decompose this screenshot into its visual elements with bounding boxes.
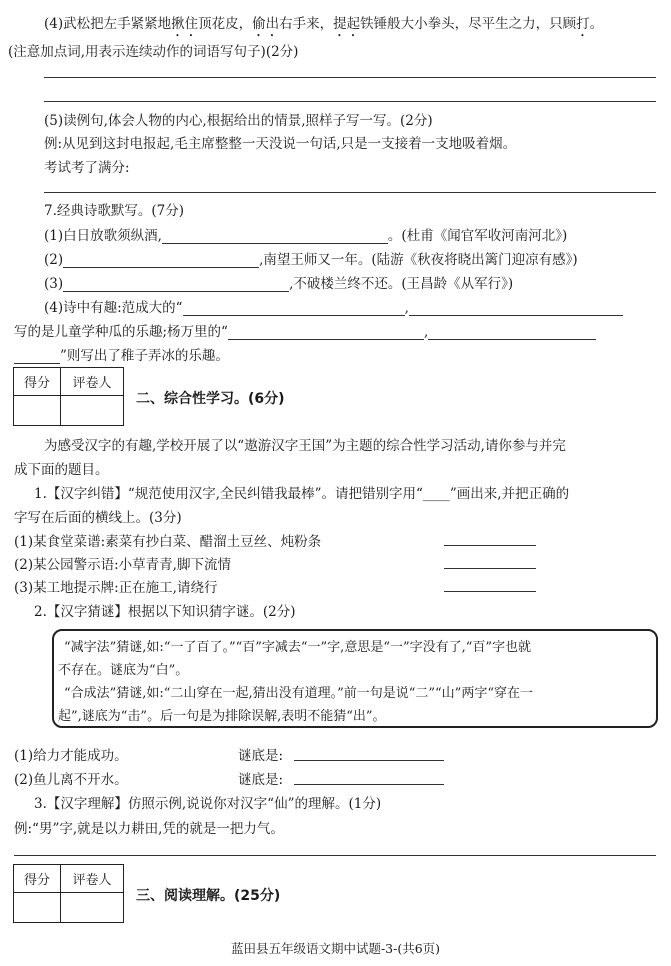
hint-line-1: “减字法”猜谜,如:“一了百了。”“百”字减去“一”字,意思是“一”字没有了,“百”字也就 [64, 640, 532, 655]
q7-title: 7.经典诗歌默写。(7分) [44, 203, 185, 219]
score-label: 得分 [14, 368, 61, 396]
q7-item-1: (1)白日放歌须纵酒, 。(杜甫《闻官军收河南河北》) [44, 228, 568, 244]
score-cell[interactable] [14, 396, 61, 426]
q7-item-4-end: ”则写出了稚子弄冰的乐趣。 [14, 344, 229, 364]
riddle-2-answer-label: 谜底是: [238, 772, 284, 788]
s2-q3-example: 例:“男”字,就是以力耕田,凭的就是一把力气。 [14, 821, 284, 837]
grader-cell[interactable] [61, 893, 124, 923]
answer-blank[interactable] [63, 267, 259, 268]
s2-q1-item-1: (1)某食堂菜谱:素菜有抄白菜、醋溜土豆丝、炖粉条 [14, 534, 322, 550]
page-footer: 蓝田县五年级语文期中试题-3-(共6页) [230, 941, 441, 956]
answer-blank[interactable] [228, 339, 424, 340]
answer-line[interactable] [294, 784, 444, 785]
hint-line-4: 起”,谜底为“击”。后一句是为排除误解,表明不能猜“出”。 [58, 709, 386, 724]
s2-q1-item-2: (2)某公园警示语:小草青青,脚下流情 [14, 557, 231, 573]
s2-q1-title: 1.【汉字纠错】“规范使用汉字,全民纠错我最棒”。请把错别字用“____”画出来,并把正确的 [34, 486, 570, 502]
grader-cell[interactable] [61, 396, 124, 426]
score-cell[interactable] [14, 893, 61, 923]
section-2-intro-cont: 成下面的题目。 [14, 462, 109, 478]
q7-item-4: (4)诗中有趣:范成大的“ , [44, 296, 623, 316]
s2-q2-title: 2.【汉字猜谜】根据以下知识猜字谜。(2分) [34, 604, 296, 620]
q6-5-prompt: 考试考了满分: [44, 160, 130, 176]
s2-q3-title: 3.【汉字理解】仿照示例,说说你对汉字“仙”的理解。(1分) [34, 796, 382, 812]
grader-label: 评卷人 [61, 368, 124, 396]
answer-line[interactable] [44, 77, 656, 78]
answer-line[interactable] [44, 101, 656, 102]
answer-line[interactable] [444, 545, 536, 546]
q6-4-line1: (4)武松把左手紧紧地揪住顶花皮，偷出右手来，提起铁锤般大小拳头，尽平生之力，只顾打。 [44, 16, 604, 32]
answer-line[interactable] [44, 192, 656, 193]
answer-blank[interactable] [409, 315, 623, 316]
riddle-1-answer-label: 谜底是: [238, 748, 284, 764]
riddle-2: (2)鱼儿离不开水。 [14, 772, 128, 788]
q7-item-3: (3) ,不破楼兰终不还。(王昌龄《从军行》) [44, 276, 514, 292]
answer-blank[interactable] [183, 315, 405, 316]
q6-5-example: 例:从见到这封电报起,毛主席整整一天没说一句话,只是一支接着一支地吸着烟。 [44, 136, 517, 152]
q6-4-instruction: (注意加点词,用表示连续动作的词语写句子)(2分) [8, 44, 299, 60]
score-box [13, 864, 124, 923]
section-2-title: 二、综合性学习。(6分) [136, 391, 285, 407]
answer-blank[interactable] [428, 339, 596, 340]
answer-line[interactable] [14, 855, 656, 856]
riddle-1: (1)给力才能成功。 [14, 748, 128, 764]
section-3-title: 三、阅读理解。(25分) [136, 888, 281, 904]
answer-blank[interactable] [63, 291, 289, 292]
answer-line[interactable] [294, 760, 444, 761]
answer-line[interactable] [444, 591, 536, 592]
q7-item-2: (2) ,南望王师又一年。(陆游《秋夜将晓出篱门迎凉有感》) [44, 252, 578, 268]
section-2-intro: 为感受汉字的有趣,学校开展了以“遨游汉字王国”为主题的综合性学习活动,请你参与并完 [44, 438, 566, 454]
riddle-hint-box [52, 629, 658, 728]
s2-q1-item-3: (3)某工地提示牌:正在施工,请绕行 [14, 580, 218, 596]
answer-line[interactable] [444, 568, 536, 569]
s2-q1-title-cont: 字写在后面的横线上。(3分) [14, 510, 182, 526]
score-label: 得分 [14, 865, 61, 893]
q7-item-4-cont: 写的是儿童学种瓜的乐趣;杨万里的“ , [14, 320, 596, 340]
answer-blank[interactable] [14, 363, 60, 364]
hint-line-3: “合成法”猜谜,如:“二山穿在一起,猜出没有道理。”前一句是说“二”“山”两字“穿在一 [64, 686, 533, 701]
answer-blank[interactable] [162, 243, 388, 244]
score-box [13, 367, 124, 426]
hint-line-2: 不存在。谜底为“白”。 [58, 663, 189, 678]
grader-label: 评卷人 [61, 865, 124, 893]
q6-5-title: (5)读例句,体会人物的内心,根据给出的情景,照样子写一写。(2分) [44, 113, 433, 129]
